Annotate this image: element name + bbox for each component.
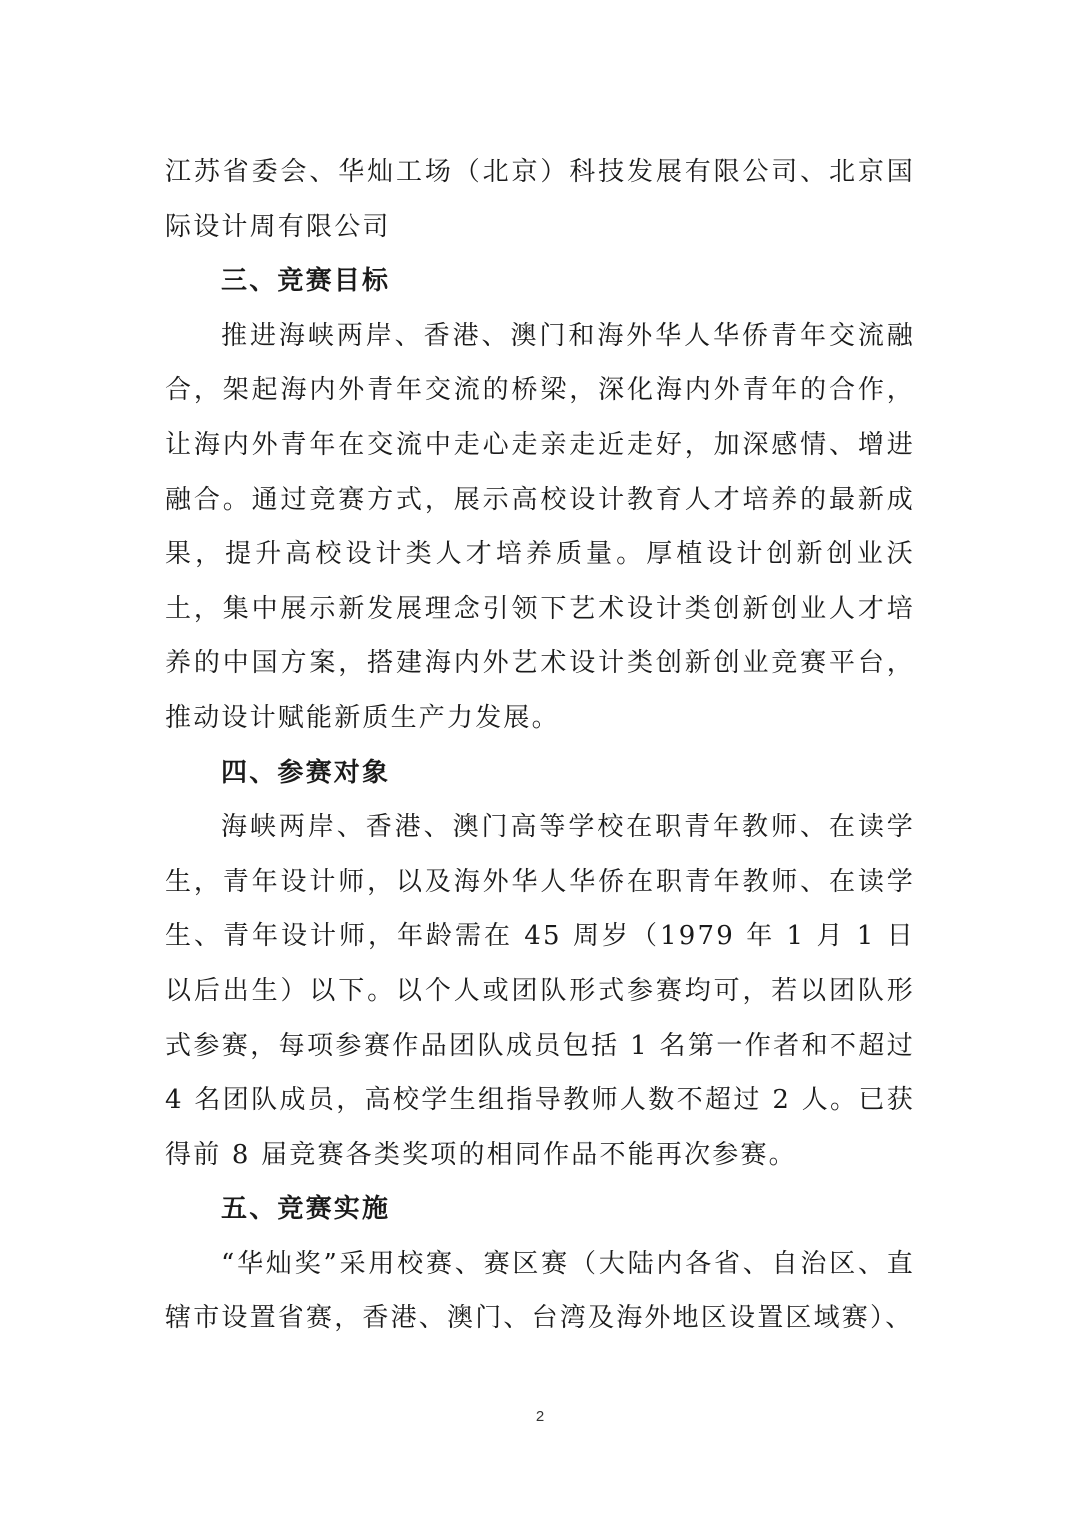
section-heading-implementation: 五、竞赛实施	[221, 1194, 391, 1225]
paragraph-competition-goals: 推进海峡两岸、香港、澳门和海外华人华侨青年交流融合，架起海内外青年交流的桥梁，深化海内外青年的合作，让海内外青年在交流中走心走亲走近走好，加深感情、增进融合。通过竞赛方式，展示高校设计教育人才培养的最新成果，提升高校设计类人才培养质量。厚植设计创新创业沃土，集中展示新发展理念引领下艺术设计类创新创业人才培养的中国方案，搭建海内外艺术设计类创新创业竞赛平台，推动设计赋能新质生产力发展。	[165, 320, 915, 733]
paragraph-participants: 海峡两岸、香港、澳门高等学校在职青年教师、在读学生，青年设计师，以及海外华人华侨在职青年教师、在读学生、青年设计师，年龄需在 45 周岁（1979 年 1 月 1 日以后出生）以下。以个人或团队形式参赛均可，若以团队形式参赛，每项参赛作品团队成员包括 1 名第一作者和不超过 4 名团队成员，高校学生组指导教师人数不超过 2 人。已获得前 8 届竞赛各类奖项的相同作品不能再次参赛。	[165, 812, 915, 1170]
paragraph-organizers-continued: 江苏省委会、华灿工场（北京）科技发展有限公司、北京国际设计周有限公司	[165, 157, 915, 242]
document-body	[165, 145, 915, 1346]
paragraph-implementation: “华灿奖”采用校赛、赛区赛（大陆内各省、自治区、直辖市设置省赛，香港、澳门、台湾及海外地区设置区域赛）、	[165, 1248, 915, 1334]
section-heading-competition-goals: 三、竞赛目标	[221, 266, 391, 297]
page-number: 2	[535, 1408, 545, 1425]
section-heading-participants: 四、参赛对象	[221, 757, 391, 788]
